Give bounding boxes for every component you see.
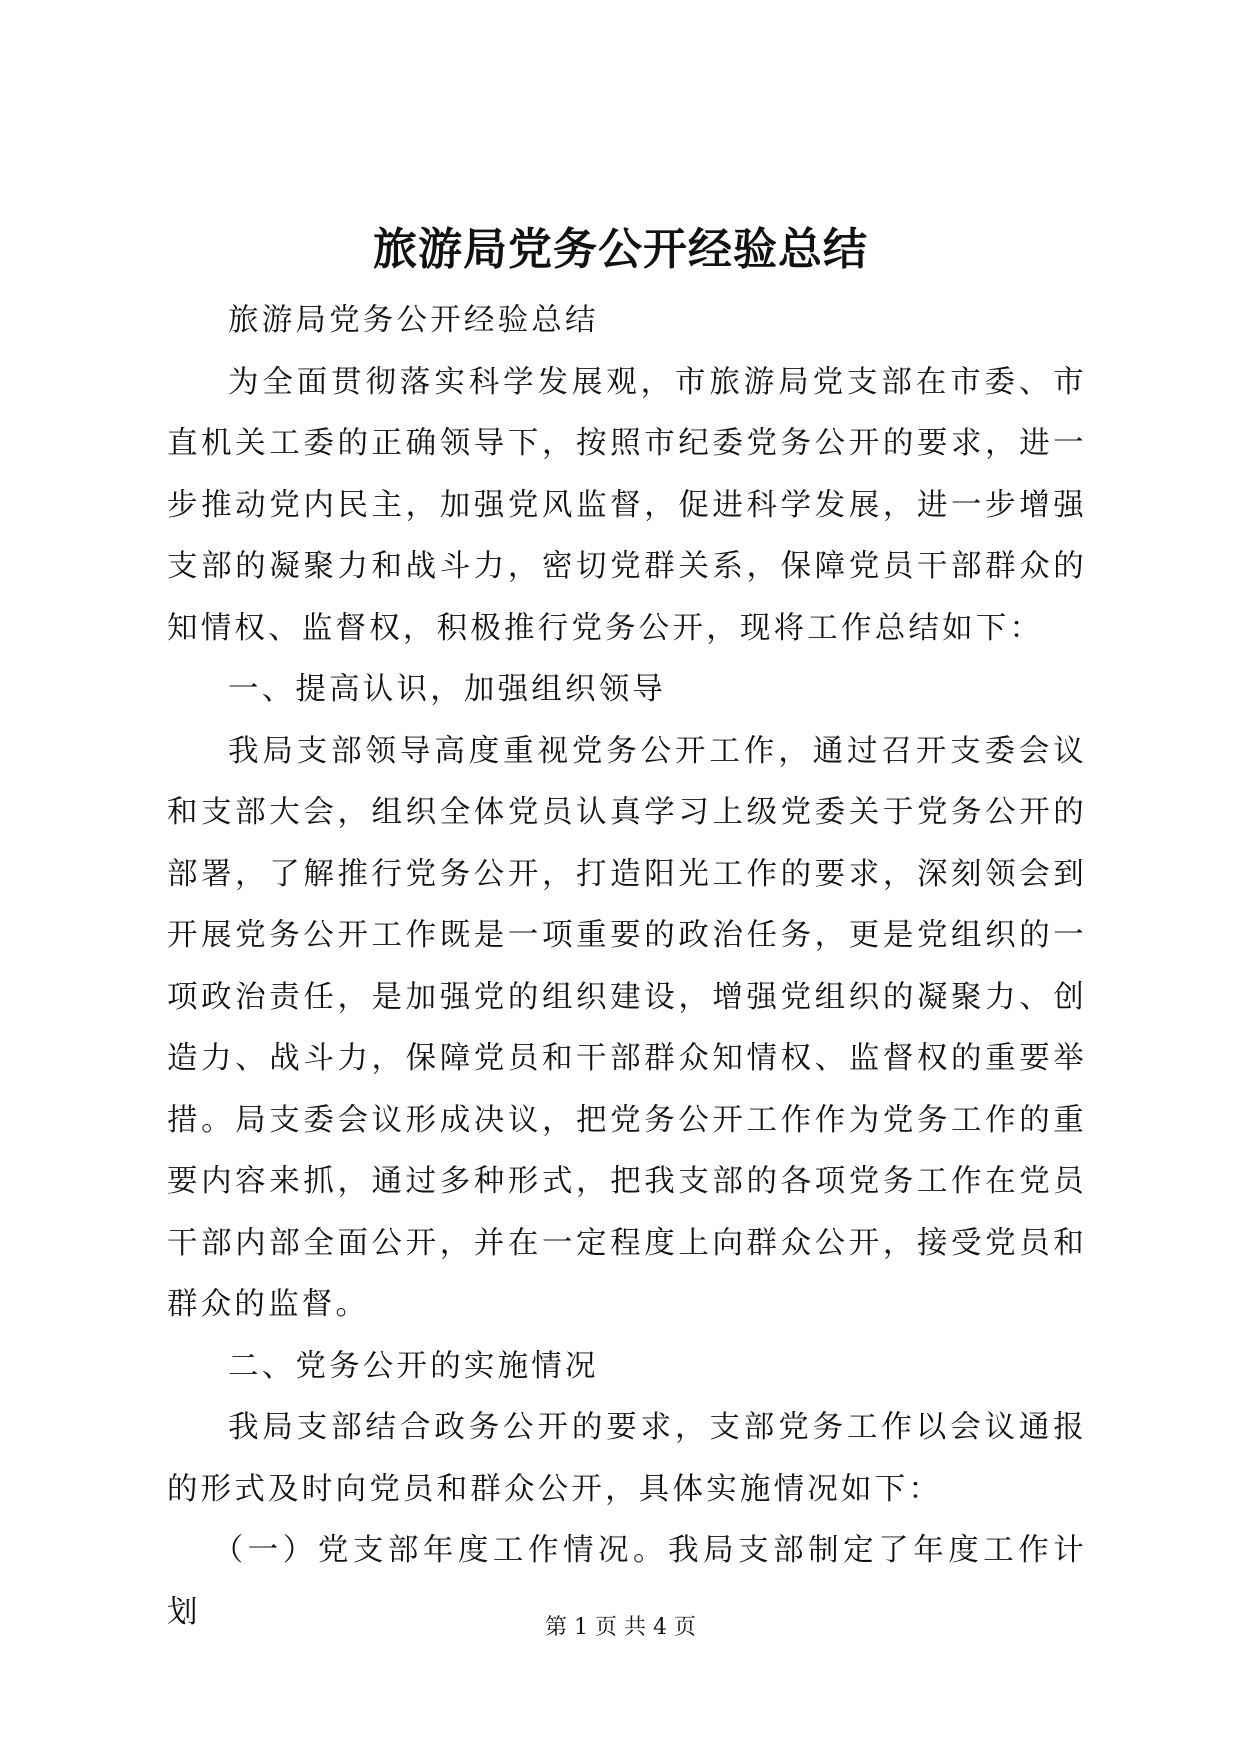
paragraph-subtitle: 旅游局党务公开经验总结: [228, 303, 599, 338]
paragraph-subsection-1: （一）党支部年度工作情况。我局支部制定了年度工作计划: [167, 1533, 1087, 1630]
paragraph-section-1: 我局支部领导高度重视党务公开工作，通过召开支委会议和支部大会，组织全体党员认真学习上级党委关于党务公开的部署，了解推行党务公开，打造阳光工作的要求，深刻领会到开展党务公开工作既是一项重要的政治任务，更是党组织的一项政治责任，是加强党的组织建设，增强党组织的凝聚力、创造力、战斗力，保障党员和干部群众知情权、监督权的重要举措。局支委会议形成决议，把党务公开工作作为党务工作的重要内容来抓，通过多种形式，把我支部的各项党务工作在党员干部内部全面公开，并在一定程度上向群众公开，接受党员和群众的监督。: [167, 733, 1087, 1322]
document-title: 旅游局党务公开经验总结: [373, 224, 868, 275]
section-heading-2: 二、党务公开的实施情况: [228, 1348, 599, 1384]
paragraph-section-2: 我局支部结合政务公开的要求，支部党务工作以会议通报的形式及时向党员和群众公开，具体实施情况如下：: [167, 1410, 1087, 1507]
document-body: [167, 290, 1087, 1643]
section-heading-1: 一、提高认识，加强组织领导: [228, 672, 667, 707]
paragraph-intro: 为全面贯彻落实科学发展观，市旅游局党支部在市委、市直机关工委的正确领导下，按照市纪委党务公开的要求，进一步推动党内民主，加强党风监督，促进科学发展，进一步增强支部的凝聚力和战斗力，密切党群关系，保障党员干部群众的知情权、监督权，积极推行党务公开，现将工作总结如下：: [167, 364, 1087, 646]
page-footer: 第 1 页 共 4 页: [545, 1615, 696, 1640]
